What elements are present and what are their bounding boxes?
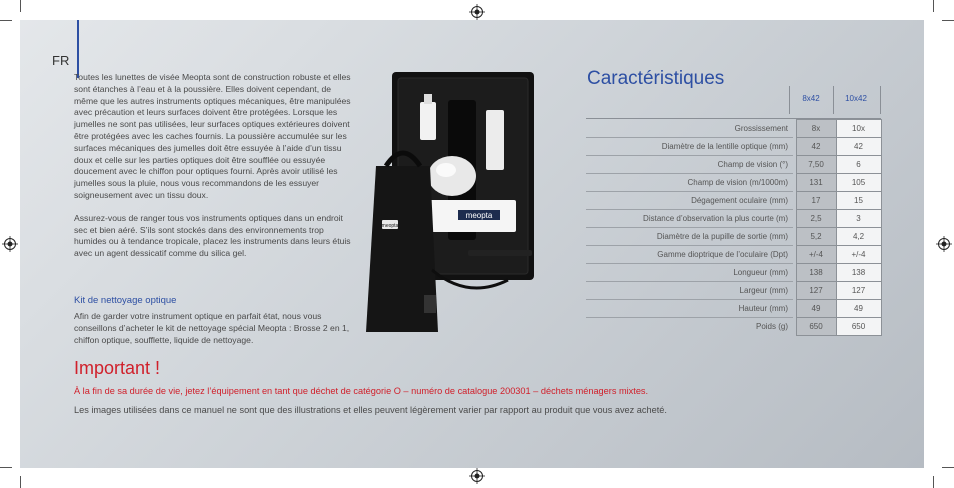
crop-mark bbox=[933, 476, 934, 488]
spec-value-8x42: 42 bbox=[796, 138, 836, 156]
image-disclaimer: Les images utilisées dans ce manuel ne sont que des illustrations et elles peuvent légèrement varier par rapport au produit que vous avez acheté. bbox=[74, 405, 667, 415]
spec-value-10x42: 650 bbox=[836, 318, 881, 336]
model-header-10x42: 10x42 bbox=[845, 94, 867, 103]
table-row bbox=[586, 174, 881, 192]
registration-mark-icon bbox=[469, 4, 485, 20]
registration-mark-icon bbox=[2, 236, 18, 252]
table-row bbox=[586, 228, 881, 246]
spec-value-10x42: 3 bbox=[836, 210, 881, 228]
spec-value-10x42: 42 bbox=[836, 138, 881, 156]
spec-value-8x42: 650 bbox=[796, 318, 836, 336]
table-row bbox=[586, 282, 881, 300]
spec-value-8x42: 17 bbox=[796, 192, 836, 210]
spec-label: Champ de vision (m/1000m) bbox=[586, 174, 793, 192]
table-row bbox=[586, 300, 881, 318]
language-code: FR bbox=[52, 53, 70, 68]
spec-label: Grossissement bbox=[586, 120, 793, 138]
registration-mark-icon bbox=[936, 236, 952, 252]
spec-value-10x42: 10x bbox=[836, 120, 881, 138]
important-heading: Important ! bbox=[74, 358, 161, 378]
specs-heading: Caractéristiques bbox=[587, 68, 725, 89]
spec-label: Distance d’observation la plus courte (m) bbox=[586, 210, 793, 228]
spec-label: Gamme dioptrique de l’oculaire (Dpt) bbox=[586, 246, 793, 264]
spec-value-8x42: 138 bbox=[796, 264, 836, 282]
crop-mark bbox=[933, 0, 934, 12]
spec-value-8x42: 2,5 bbox=[796, 210, 836, 228]
care-instructions bbox=[74, 72, 352, 271]
spec-label: Hauteur (mm) bbox=[586, 300, 793, 318]
intro-paragraph: Toutes les lunettes de visée Meopta sont de construction robuste et elles sont étanches à l’eau et à la poussière. Elles doivent cependant, de même que les autres instruments optiques mécaniques, être manipulées avec précaution et leurs surfaces doivent être protégées. Lorsque les jumelles ne sont pas utilisées, leur surfaces optiques extérieures doivent être protégées avec les caches fournis. La poussière accumulée sur les surfaces mécaniques des jumelles doit être essuyée à l’aide d’un tissu doux et celle sur les parties optiques doit être soufflée ou essuyée doucement avec le chiffon pour optiques fourni. Après avoir utilisé les jumelles sous la pluie, nous vous recommandons de les essuyer soigneusement avec un tissu doux. bbox=[74, 72, 351, 200]
crop-mark bbox=[942, 467, 954, 468]
crop-mark bbox=[20, 0, 21, 12]
manual-page bbox=[20, 20, 924, 468]
table-row bbox=[586, 120, 881, 138]
pouch-logo: meopta bbox=[381, 223, 399, 229]
spec-value-8x42: 5,2 bbox=[796, 228, 836, 246]
spec-value-10x42: 6 bbox=[836, 156, 881, 174]
spec-value-10x42: 105 bbox=[836, 174, 881, 192]
crop-mark bbox=[20, 476, 21, 488]
brand-logo: meopta bbox=[465, 211, 493, 220]
spec-label: Dégagement oculaire (mm) bbox=[586, 192, 793, 210]
kit-description: Afin de garder votre instrument optique en parfait état, nous vous conseillons d’acheter le kit de nettoyage spécial Meopta : Brosse 2 en 1, chiffon optique, soufflette, liquide de nettoyage. bbox=[74, 311, 350, 345]
spec-label: Poids (g) bbox=[755, 322, 788, 332]
crop-mark bbox=[0, 20, 12, 21]
table-row bbox=[586, 192, 881, 210]
table-row bbox=[586, 264, 881, 282]
spec-value-10x42: 4,2 bbox=[836, 228, 881, 246]
spec-value-8x42: 8x bbox=[796, 120, 836, 138]
spec-label: Diamètre de la pupille de sortie (mm) bbox=[586, 228, 793, 246]
crop-mark bbox=[0, 467, 12, 468]
table-row bbox=[586, 156, 881, 174]
spec-value-10x42: 138 bbox=[836, 264, 881, 282]
language-divider bbox=[77, 20, 79, 78]
crop-mark bbox=[942, 20, 954, 21]
kit-heading: Kit de nettoyage optique bbox=[74, 295, 177, 306]
spec-value-8x42: +/-4 bbox=[796, 246, 836, 264]
model-header-8x42: 8x42 bbox=[802, 94, 820, 103]
spec-label: Largeur (mm) bbox=[586, 282, 793, 300]
registration-mark-icon bbox=[469, 468, 485, 484]
table-row bbox=[586, 138, 881, 156]
spec-value-10x42: 127 bbox=[836, 282, 881, 300]
spec-value-8x42: 7,50 bbox=[796, 156, 836, 174]
spec-label: Champ de vision (°) bbox=[586, 156, 793, 174]
spec-label: Diamètre de la lentille optique (mm) bbox=[586, 138, 793, 156]
spec-value-10x42: +/-4 bbox=[836, 246, 881, 264]
column-rule bbox=[880, 86, 881, 114]
spec-value-8x42: 127 bbox=[796, 282, 836, 300]
specs-table bbox=[586, 119, 882, 336]
spec-value-8x42: 49 bbox=[796, 300, 836, 318]
intro-paragraph: Assurez-vous de ranger tous vos instruments optiques dans un endroit sec et bien aéré. S’ils sont stockés dans des environnements trop humides ou à tendance tropicale, placez les instruments dans leurs étuis avec un agent dessicatif comme du silica gel. bbox=[74, 212, 351, 259]
spec-label: Longueur (mm) bbox=[586, 264, 793, 282]
table-row bbox=[586, 210, 881, 228]
table-row bbox=[586, 246, 881, 264]
spec-value-10x42: 49 bbox=[836, 300, 881, 318]
disposal-warning: À la fin de sa durée de vie, jetez l’équipement en tant que déchet de catégorie O – numéro de catalogue 200301 – déchets ménagers mixtes. bbox=[74, 386, 649, 396]
table-row bbox=[586, 318, 881, 336]
cleaning-kit-photo bbox=[358, 70, 536, 338]
spec-value-8x42: 131 bbox=[796, 174, 836, 192]
spec-value-10x42: 15 bbox=[836, 192, 881, 210]
